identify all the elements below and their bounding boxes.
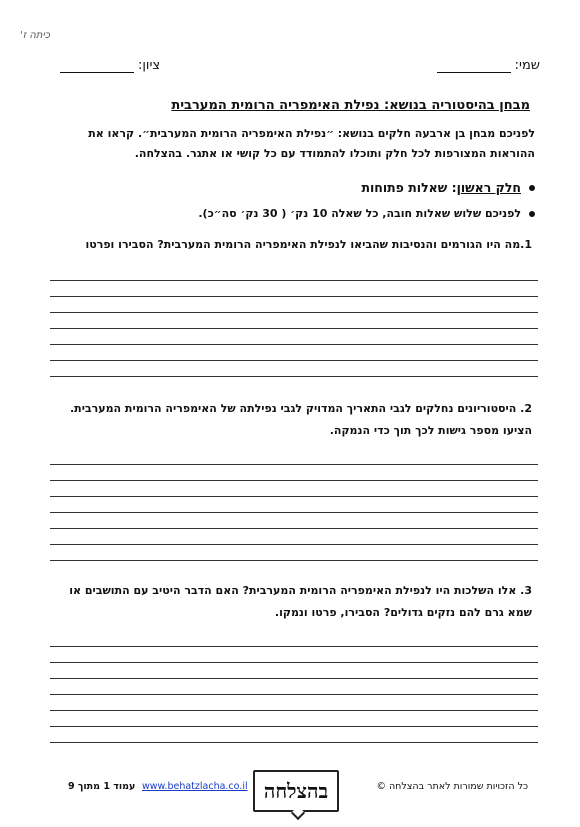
grade-label: כיתה ז' [20,30,51,41]
bullet-icon [529,185,535,191]
page-title: מבחן בהיסטוריה בנושא: נפילת האימפריה הרומית המערבית [171,98,530,113]
part-heading [361,180,535,195]
website-link[interactable]: www.behatzlacha.co.il [142,781,248,792]
page-number: עמוד 1 מתוך 9 [68,781,136,792]
question-2: 2. היסטוריונים נחלקים לגבי התאריך המדויק לגבי נפילתה של האימפריה הרומית המערבית. הציעו מספר גישות לכך תוך כדי הנמקה. [70,402,532,437]
score-label: ציון: [138,58,161,73]
logo-speech-tail-icon [291,806,305,820]
site-logo [253,770,339,812]
name-field[interactable] [437,58,540,73]
score-blank[interactable] [60,59,134,73]
score-field[interactable] [60,58,160,73]
name-blank[interactable] [437,59,511,73]
question-3: 3. אלו השלכות היו לנפילת האימפריה הרומית המערבית? האם הדבר היטיב עם התושבים או שמא גרם להם נזקים גדולים? הסבירו, פרטו ונמקו. [69,584,532,619]
part-instruction: לפניכם שלוש שאלות חובה, כל שאלה 10 נק׳ ( 30 נק׳ סה״כ). [198,207,521,220]
logo-text: בהצלחה [263,778,329,803]
bullet-icon [529,211,535,217]
name-label: שמי: [514,58,540,73]
answer-lines-1[interactable] [50,280,538,380]
copyright-notice: כל הזכויות שמורות לאתר בהצלחה © [376,781,528,792]
part-label: חלק ראשון [456,180,521,195]
answer-lines-3[interactable] [50,646,538,746]
answer-lines-2[interactable] [50,464,538,564]
intro-paragraph: לפניכם מבחן בן ארבעה חלקים בנושא: ״נפילת האימפריה הרומית המערבית״. קראו את ההוראות המצורפות לכל חלק ותוכלו להתמודד עם כל קושי או אתגר. בהצלחה. [88,127,535,160]
question-1: 1.מה היו הגורמים והנסיבות שהביאו לנפילת האימפריה הרומית המערבית? הסבירו ופרטו [85,238,532,251]
part-title: : שאלות פתוחות [361,180,457,195]
part-instruction-item [198,207,535,220]
